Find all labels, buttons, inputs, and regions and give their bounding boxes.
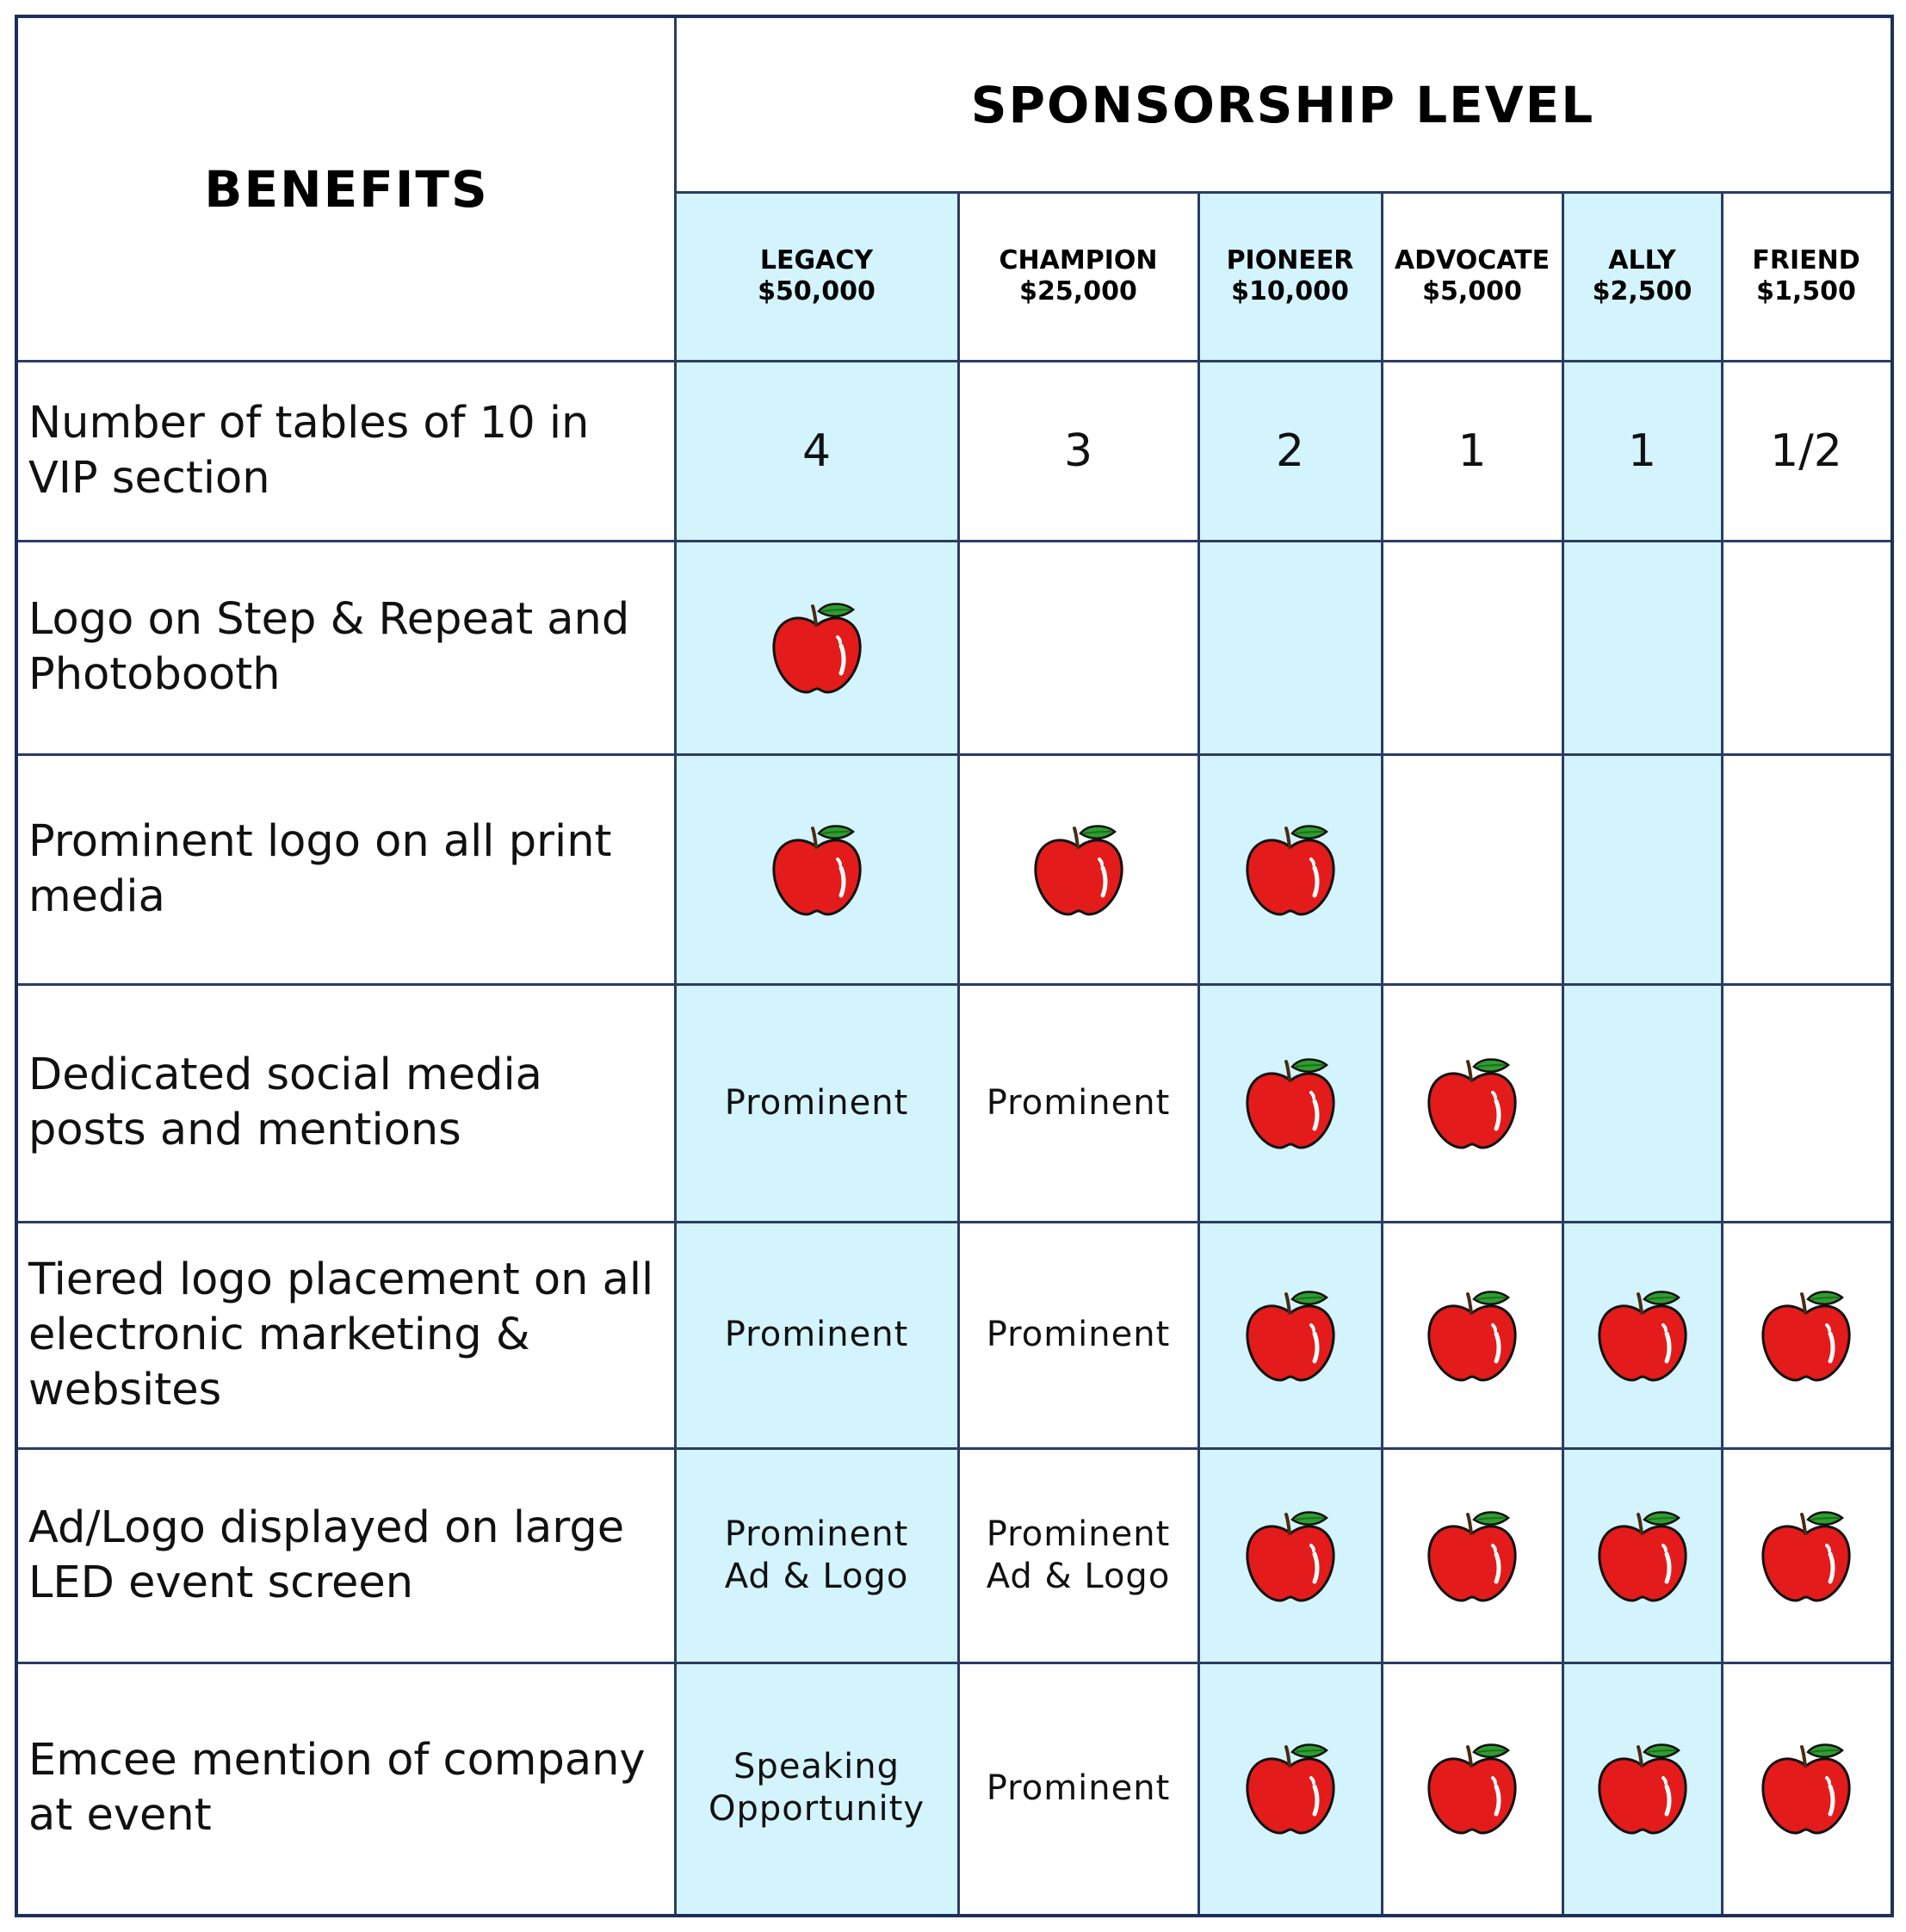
benefit-label [18,541,675,754]
apple-icon [1722,1448,1891,1663]
apple-icon [675,541,958,754]
benefit-label [18,1663,675,1914]
benefit-text: Prominent logo on all print media [28,815,612,922]
apple-icon [1382,984,1563,1222]
benefit-value: Prominent [986,1082,1171,1123]
apple-icon [1198,984,1382,1222]
apple-icon [1563,1663,1722,1914]
apple-icon [1198,1222,1382,1448]
apple-icon [1382,1448,1563,1663]
tier-name: LEGACY [759,245,874,276]
benefits-header: BENEFITS [204,160,489,219]
benefit-text: Dedicated social media posts and mentions [28,1050,542,1155]
tier-name: ADVOCATE [1394,245,1550,276]
tier-price: $5,000 [1422,276,1522,307]
tier-header-pioneer [1198,192,1382,361]
benefit-text: Logo on Step & Repeat and Photobooth [28,594,630,700]
tier-price: $50,000 [758,276,876,307]
benefit-text: Number of tables of 10 in VIP section [28,397,590,504]
apple-icon [1382,1663,1563,1914]
apple-icon [1563,1222,1722,1448]
benefit-label [18,1222,675,1448]
benefit-value: Speaking Opportunity [708,1747,925,1829]
tier-header-friend [1722,192,1891,361]
apple-icon [1198,1448,1382,1663]
benefit-label [18,1448,675,1663]
tier-header-legacy [675,192,958,361]
apple-icon [1563,1448,1722,1663]
benefit-label [18,754,675,984]
sponsorship-level-header: SPONSORSHIP LEVEL [970,76,1595,134]
apple-icon [1382,1222,1563,1448]
tier-name: ALLY [1608,245,1676,276]
benefit-value: Prominent [724,1315,909,1354]
tier-price: $2,500 [1592,276,1693,307]
benefit-value: Prominent Ad & Logo [724,1514,909,1596]
tier-header-advocate [1382,192,1563,361]
tier-price: $1,500 [1756,276,1856,307]
apple-icon [958,754,1198,984]
benefit-label [18,361,675,541]
benefit-text: Emcee mention of company at event [28,1735,646,1841]
tier-name: PIONEER [1226,245,1354,276]
table-count: 2 [1275,424,1305,477]
apple-icon [1722,1222,1891,1448]
table-count: 4 [801,424,832,477]
sponsorship-table [15,15,1894,1917]
table-count: 1/2 [1770,424,1842,477]
apple-icon [1722,1663,1891,1914]
apple-icon [1198,1663,1382,1914]
table-count: 1 [1627,424,1657,477]
benefit-label [18,984,675,1222]
tier-name: FRIEND [1752,245,1860,276]
benefit-text: Ad/Logo displayed on large LED event screen [28,1502,625,1608]
benefit-value: Prominent [724,1082,909,1123]
benefit-value: Prominent [986,1768,1171,1808]
tier-name: CHAMPION [999,245,1158,276]
apple-icon [1198,754,1382,984]
tier-header-ally [1563,192,1722,361]
tier-header-champion [958,192,1198,361]
table-count: 1 [1457,424,1487,477]
benefit-text: Tiered logo placement on all electronic marketing & websites [28,1254,654,1415]
apple-icon [675,754,958,984]
tier-price: $10,000 [1231,276,1349,307]
benefit-value: Prominent Ad & Logo [986,1514,1171,1596]
tier-price: $25,000 [1019,276,1137,307]
benefit-value: Prominent [986,1315,1171,1354]
table-count: 3 [1063,424,1093,477]
